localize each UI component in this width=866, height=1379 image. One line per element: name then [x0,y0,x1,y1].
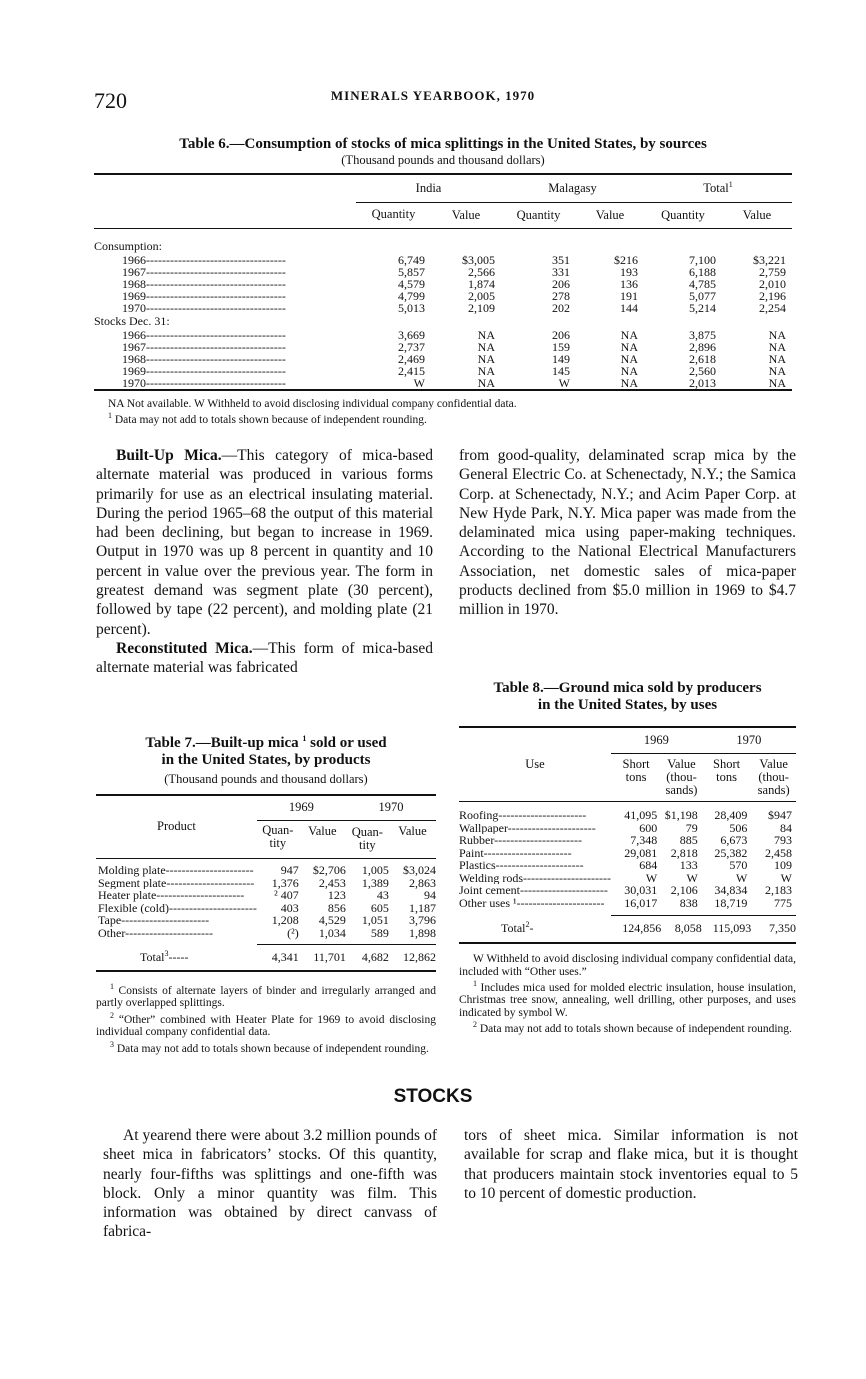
page-number: 720 [94,88,127,113]
table-6 [94,136,792,426]
t8-row-cell: 84 [780,820,792,835]
t6-stocks-row: 1967----------------------------------- 2,737 NA 159 NA 2,896 NA [94,341,792,353]
stocks-heading: STOCKS [393,1086,473,1107]
t8-row-cell: 25,382 [714,845,748,860]
t6-consumption-row-cell: 144 [620,300,638,315]
t7-row-cell: 947 [280,863,299,877]
stocks-left-text: At yearend there were about 3.2 million pounds of sheet mica in fabricators’ stocks. Of this quantity, nearly four-fifths was splittings and one-fifth was block. Only a minor quantity was film. This information was obtained by direct canvass of fabrica- [103,1127,437,1241]
t7-title-c: in the United States, by products [161,752,371,768]
t8-total-row: Total$^2$- 124,856 8,058 115,093 7,350 [459,915,796,943]
t6-consumption-row: 1967----------------------------------- 5,857 2,566 331 193 6,188 2,759 [94,266,792,278]
t8-row-cell: 7,348 [630,833,658,847]
t8-row-cell: 109 [774,858,792,872]
t6-consumption-row-cell: 5,077 [689,288,716,303]
t6-stocks-row-cell: 159 [552,339,570,354]
t7-row: Tape---------------------- 1,208 4,529 1,051 3,796 [98,913,436,927]
t8-row: Welding rods---------------------- W W W W [459,872,796,885]
t6-stocks-row-cell: 2,896 [689,339,716,354]
t8-row-cell: 16,017 [624,895,658,910]
t6-consumption-row-cell: 4,799 [398,288,425,303]
t6-subhead: Value [451,207,481,222]
t6-stocks-row: 1968----------------------------------- 2,469 NA 149 NA 2,618 NA [94,353,792,365]
t6-group-malagasy: Malagasy [548,180,597,195]
t6-consumption-row-cell: 7,100 [689,252,716,267]
t6-consumption-row-cell: $3,005 [462,252,495,267]
t7-row-cell: 1,034 [318,925,346,940]
t8-footnote: $^2$ Data may not add to totals shown because of independent rounding. [473,1020,792,1036]
t8-row-cell: 79 [685,820,698,835]
t7-total-label: Total [140,950,165,964]
t7-row-label: Heater plate [98,889,157,902]
t7-row-cell: (²) [287,925,299,940]
t7-footnotes [96,981,436,1055]
t8-row-cell: 2,458 [765,845,792,860]
t8-footnote: $^1$ Includes mica used for molded electric insulation, house insulation, Christmas tree snow, annealing, well drilling, other purposes, and uses indicated by symbol W. [459,979,797,1019]
t7-row-cell: 1,389 [361,875,389,890]
t7-total-row: Total$^3$----- 4,341 11,701 4,682 12,862 [96,944,436,971]
t8-subhead: Value (thou-sands) [665,756,698,797]
t6-stocks-row-label: 1966 [122,328,146,341]
t7-row: Flexible (cold)---------------------- 403 856 605 1,187 [98,900,436,915]
t6-consumption-row-cell: 4,579 [398,276,425,291]
t8-row-cell: 600 [639,820,658,835]
builtup-heading: Built-Up Mica. [116,447,222,464]
t6-stocks-row-cell: NA [768,351,786,366]
t8-row-label: Wallpaper [459,821,508,834]
t8-row-cell: 2,818 [670,845,698,860]
t7-row-label: Molding plate [98,864,166,877]
t6-consumption-row-cell: 6,749 [398,252,425,267]
t6-subhead: Quantity [661,207,705,222]
t7-row-cell: 1,187 [409,900,436,915]
t8-col-use: Use [525,756,545,771]
t6-consumption-row-cell: 331 [552,264,570,279]
t6-stocks-row-cell: NA [768,327,786,342]
t6-stocks-row-cell: W [558,375,570,390]
t8-title-b: in the United States, by uses [537,697,718,713]
t7-total-cell: 12,862 [403,949,436,964]
t8-row-cell: 6,673 [720,833,748,847]
t7-row-cell: $2,706 [312,863,346,877]
table-6-title: Table 6.—Consumption of stocks of mica splittings in the United States, by sources [179,136,707,152]
t6-consumption-row-cell: $3,221 [753,252,786,267]
t6-consumption-row-cell: $216 [614,252,638,267]
table-7-grid [96,794,436,975]
t6-consumption-row-cell: 2,109 [468,300,495,315]
t6-total-sup: 1 [728,180,733,189]
t8-row: Plastics---------------------- 684 133 570 109 [459,859,796,872]
t6-stocks-row-label: 1967 [122,340,146,353]
t6-stocks-row-cell: NA [620,327,638,342]
t6-stocks-row-cell: 2,737 [398,339,425,354]
t7-row-label: Other [98,926,126,939]
t8-row-label: Paint [459,846,484,859]
t7-row-label: Flexible (cold) [98,901,169,914]
t7-row-cell: 2,863 [409,875,436,890]
t7-subtitle: (Thousand pounds and thousand dollars) [164,772,368,786]
t7-col-product: Product [157,819,196,834]
t8-row-cell: W [686,870,698,885]
t6-consumption-row-cell: 278 [552,288,570,303]
stocks-right [464,1126,798,1203]
t6-stocks-row-cell: NA [620,351,638,366]
t7-row-cell: 43 [376,888,389,902]
t8-row: Wallpaper---------------------- 600 79 506 84 [459,822,796,835]
t8-total-cell: 8,058 [674,921,702,936]
t8-row-cell: 838 [679,895,698,910]
recon-text: —This form of mica-based alternate material was fabricated [96,639,433,677]
t7-row-cell: 589 [370,925,389,940]
t7-title-a: Table 7.—Built-up mica [145,735,299,751]
t6-consumption-row-label: 1966 [122,253,146,266]
t6-stocks-row-cell: NA [477,351,495,366]
t6-group-total: Total [703,181,729,196]
t8-row-label: Rubber [459,834,495,847]
builtup-text: —This category of mica-based alternate material was produced in various forms primarily for use as an electrical insulating material. During the period 1965–68 the output of this material had been declining, but began to increase in 1969. Output in 1970 was up 8 percent in quantity and 10 percent in value over the previous year. The form in greatest demand was segment plate (30 percent), followed by tape (22 percent), and molding plate (21 percent). [96,447,433,638]
t6-consumption-row-cell: 5,013 [398,300,425,315]
t6-consumption-row-cell: 2,566 [468,264,495,279]
t8-row-cell: 506 [729,820,748,835]
t6-stocks-row-cell: 2,013 [689,375,716,390]
t8-row-cell: 2,106 [670,883,698,897]
t8-row-cell: W [735,870,748,885]
t8-year: 1969 [643,733,669,747]
t6-stocks-row-label: 1969 [122,364,146,377]
t8-total-cell: 7,350 [769,921,796,936]
t7-footnote: $^3$ Data may not add to totals shown because of independent rounding. [110,1039,429,1055]
t6-stocks-row-cell: 149 [552,351,570,366]
t7-year: 1970 [378,800,404,814]
t6-consumption-row-label: 1969 [122,289,146,302]
t8-row-cell: 885 [679,833,698,847]
t6-group-india: India [415,180,442,195]
t6-consumption-row: 1970----------------------------------- 5,013 2,109 202 144 5,214 2,254 [94,302,792,314]
t7-year: 1969 [288,800,314,814]
t6-stocks-row-cell: NA [620,363,638,378]
t6-stocks-row-cell: 206 [552,327,570,342]
t8-row-cell: $947 [768,808,792,822]
t8-row-cell: W [780,870,792,885]
t8-row-cell: 793 [774,833,792,847]
t7-row-cell: 1,005 [361,863,389,877]
t6-consumption-row-label: 1970 [122,301,146,314]
t6-subhead: Quantity [516,207,561,222]
t6-consumption-row-cell: 2,005 [468,288,495,303]
t6-stocks-row-cell: 2,415 [398,363,425,378]
t7-row-cell: 605 [370,900,389,915]
t6-consumption-row-label: 1968 [122,277,146,290]
t6-consumption-row-cell: 2,010 [759,276,786,291]
t6-consumption-row-cell: 6,188 [689,264,716,279]
t7-row-cell: 1,376 [271,875,299,890]
right-para [459,446,796,620]
t8-row-cell: 775 [774,895,792,910]
t6-stocks-row-label: 1968 [122,352,146,365]
t6-consumption-row-cell: 136 [620,276,638,291]
t8-row-cell: 34,834 [714,883,748,897]
t7-row: Heater plate---------------------- ² 407 123 43 94 [98,888,436,902]
t7-footnote: $^2$ “Other” combined with Heater Plate for 1969 to avoid disclosing individual company confidential data. [96,1010,437,1039]
t6-consumption-row-cell: 4,785 [689,276,716,291]
t8-total-cell: 124,856 [622,921,662,936]
t6-stocks-row-cell: NA [477,363,495,378]
t8-subhead: Value (thou-sands) [757,756,790,797]
t6-stocks-row-cell: 3,669 [398,327,425,342]
t7-total-cell: 4,682 [361,949,389,964]
t8-row-cell: $1,198 [664,808,698,822]
t7-row-cell: 856 [327,900,346,915]
t8-row-cell: 570 [729,858,748,872]
t6-stocks-row-cell: 3,875 [689,327,716,342]
t8-row: Paint---------------------- 29,081 2,818 25,382 2,458 [459,847,796,860]
t6-stocks-row-cell: 2,618 [689,351,716,366]
t8-row-cell: 18,719 [714,895,748,910]
t7-row-cell: ² 407 [274,888,299,902]
t8-row-label: Roofing [459,809,499,822]
t7-subhead: Quan-tity [351,825,383,852]
t7-row-cell: 1,208 [271,913,299,927]
table-7: Table 7.—Built-up mica $^1$ sold or used in the United States, by products (Thousand pounds and thousand dollars) Product 1969 1970 Quan-tity Value Quan-tity Value Molding plate---------------------- 947 $2,706 1,005 $3,024 Segment plate---------------------- 1,376 2,453 1,389 2,863 Heater plate---------------------- ² 407 123 43 94 Flexible (cold)---------------------- 403 856 605 1,187 Tape---------------------- 1,208 4,529 1,051 3,796 Other---------------------- (²) 1,034 589 1,898 Total$^3$----- 4,341 11,701 4,682 12,862 $^1$ Consists of alternate layers of binder and irregularly arranged and partly overlapped splittings. $^2$ “Other” combined with Heater Plate for 1969 to avoid disclosing individual company confidential data. $^3$ Data may not add to totals shown because of independent rounding. [96,734,437,1055]
t6-note-rounding: $^1$ Data may not add to totals shown because of independent rounding. [108,411,427,426]
t6-stocks-row-cell: NA [477,339,495,354]
t7-subhead: Value [308,823,337,838]
t6-subhead: Value [742,207,772,222]
t8-footnote: W Withheld to avoid disclosing individual company confidential data, included with “Other uses.” [459,953,796,978]
t6-section-stocks: Stocks Dec. 31: [94,313,170,328]
t8-subhead: Short tons [713,756,741,784]
t6-stocks-row-cell: NA [768,339,786,354]
t6-consumption-row-cell: 191 [620,288,638,303]
table-6-subtitle: (Thousand pounds and thousand dollars) [341,153,545,167]
t6-stocks-row: 1970----------------------------------- W NA W NA 2,013 NA [94,377,792,390]
t6-consumption-row-cell: 2,254 [759,300,786,315]
t8-row-cell: 41,095 [624,808,658,822]
t8-row-cell: 2,183 [765,883,792,897]
t7-subhead: Value [398,823,427,838]
t8-title-a: Table 8.—Ground mica sold by producers [493,680,762,696]
t6-consumption-row-cell: 351 [552,252,570,267]
t8-row-label: Other uses ¹ [459,896,517,909]
t6-consumption-row-cell: 2,196 [759,288,786,303]
t6-stocks-row-label: 1970 [122,376,146,390]
t7-row: Other---------------------- (²) 1,034 589 1,898 [98,925,436,940]
t7-subhead: Quan-tity [262,822,294,850]
table-8 [459,680,796,1036]
t8-total-label: Total [501,921,526,935]
t8-row-cell: 28,409 [714,808,748,822]
t6-consumption-row-cell: 5,857 [398,264,425,279]
t6-consumption-row-label: 1967 [122,265,146,278]
t6-stocks-row-cell: NA [620,339,638,354]
t7-row-cell: 1,051 [361,913,389,927]
t6-stocks-row-cell: NA [768,363,786,378]
t6-consumption-row-cell: 1,874 [468,276,495,291]
t8-total-cell: 115,093 [712,921,752,936]
t6-consumption-row-cell: 206 [552,276,570,291]
t6-stocks-row-cell: W [413,375,425,390]
t8-row-label: Plastics [459,859,496,872]
table-6-grid [94,173,792,396]
t8-subhead: Short tons [622,756,650,784]
t6-stocks-row-cell: NA [768,375,786,390]
t6-stocks-row-cell: NA [477,327,495,342]
t7-row-label: Segment plate [98,876,167,889]
t7-row-label: Tape [98,914,122,927]
t7-footnote: $^1$ Consists of alternate layers of binder and irregularly arranged and partly overlapped splittings. [96,982,436,1010]
t6-stocks-row-cell: NA [620,375,638,390]
t7-row-cell: 3,796 [409,913,436,927]
t6-stocks-row: 1969----------------------------------- 2,415 NA 145 NA 2,560 NA [94,365,792,377]
stocks-right-text: tors of sheet mica. Similar information is not available for scrap and flake mica, but it is thought that producers maintain stock inventories equal to 5 to 10 percent of domestic production. [464,1127,798,1202]
t6-consumption-row-cell: 2,759 [759,264,786,279]
t6-stocks-row-cell: 145 [552,363,570,378]
t6-stocks-row-cell: 2,560 [689,363,716,378]
t7-row-cell: 4,529 [318,913,346,927]
table-8-grid [459,726,796,947]
t7-row-cell: 1,898 [409,925,436,940]
t8-year: 1970 [736,733,762,747]
t6-consumption-row: 1968----------------------------------- 4,579 1,874 206 136 4,785 2,010 [94,278,792,290]
running-head: MINERALS YEARBOOK, 1970 [330,88,536,103]
t8-row-label: Welding rods [459,871,524,884]
t7-row-cell: 2,453 [318,875,346,890]
t6-section-consumption: Consumption: [94,238,163,253]
t6-stocks-row-cell: NA [477,375,495,390]
stocks-left [103,1126,437,1242]
t7-total-cell: 4,341 [271,949,299,964]
t7-title-b: sold or used [310,735,387,751]
t8-row-cell: 684 [639,858,658,872]
t7-total-cell: 11,701 [313,949,346,964]
t7-row-cell: 403 [280,900,299,915]
t6-consumption-row: 1966----------------------------------- 6,749 $3,005 351 $216 7,100 $3,221 [94,254,792,266]
t7-row: Segment plate---------------------- 1,376 2,453 1,389 2,863 [98,875,436,890]
t6-note-na: NA Not available. W Withheld to avoid disclosing individual company confidential data. [108,397,517,410]
builtup-section [96,446,433,678]
t8-row: Other uses ¹---------------------- 16,017 838 18,719 775 [459,897,796,910]
right-para-text: from good-quality, delaminated scrap mica by the General Electric Co. at Schenectady, N.Y.; the Samica Corp. at Schenectady, N.Y.; and Acim Paper Corp. at New Hyde Park, N.Y. Mica paper was made from the delaminated mica using paper-making techniques. According to the National Electrical Manufacturers Association, net domestic sales of mica-paper products declined from $5.0 million in 1969 to $4.7 million in 1970. [459,447,796,619]
t6-stocks-row: 1966----------------------------------- 3,669 NA 206 NA 3,875 NA [94,329,792,341]
t6-consumption-row-cell: 5,214 [689,300,716,315]
t7-row-cell: 94 [424,888,436,902]
t8-row: Joint cement---------------------- 30,031 2,106 34,834 2,183 [459,884,796,897]
t8-row: Rubber---------------------- 7,348 885 6,673 793 [459,834,796,847]
t6-consumption-row: 1969----------------------------------- 4,799 2,005 278 191 5,077 2,196 [94,290,792,302]
t8-row-cell: W [645,870,658,885]
t6-subhead: Value [595,207,625,222]
t8-footnotes [459,953,796,1036]
t6-consumption-row-cell: 202 [552,300,570,315]
recon-heading: Reconstituted Mica. [116,639,253,657]
t8-row-label: Joint cement [459,884,520,897]
t6-consumption-row-cell: 193 [620,264,638,279]
t8-row: Roofing---------------------- 41,095 $1,198 28,409 $947 [459,809,796,822]
t8-row-cell: 30,031 [624,883,658,897]
t7-row-cell: 123 [327,888,346,902]
t6-subhead: Quantity [371,206,416,221]
t6-stocks-row-cell: 2,469 [398,351,425,366]
t7-row-cell: $3,024 [403,863,436,877]
t8-row-cell: 29,081 [624,845,658,860]
t7-row: Molding plate---------------------- 947 $2,706 1,005 $3,024 [98,863,436,877]
t8-row-cell: 133 [679,858,698,872]
